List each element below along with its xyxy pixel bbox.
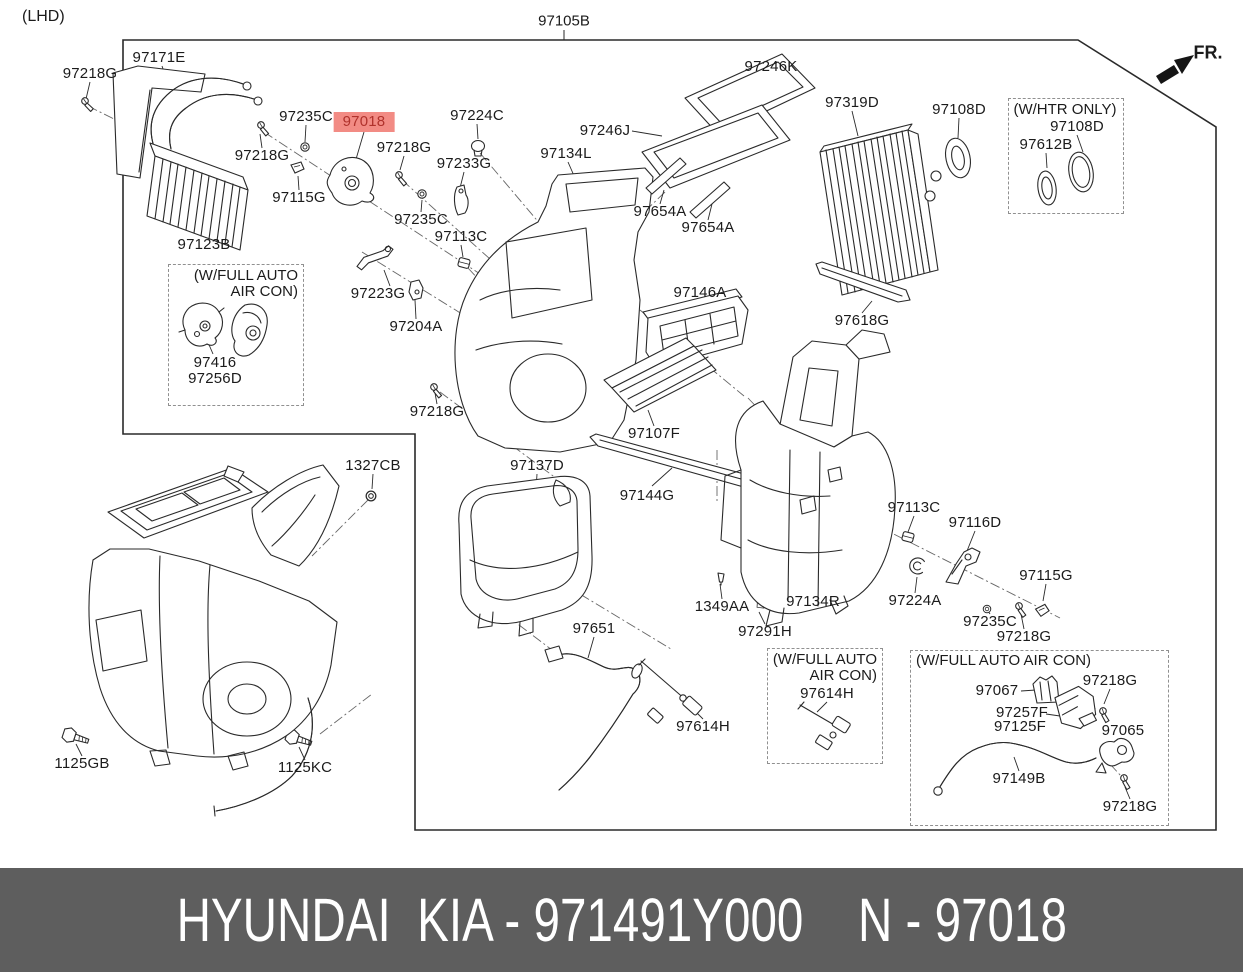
ring-97224A <box>908 556 926 575</box>
part-label: 1125GB <box>54 755 110 772</box>
banner-right-text: N - 97018 <box>857 886 1067 954</box>
footer-banner <box>0 868 1243 972</box>
part-label: 97224A <box>888 592 942 609</box>
grommet-97108D <box>942 136 974 180</box>
part-label: 97116D <box>948 514 1002 531</box>
part-label: 97291H <box>738 623 792 640</box>
full-auto-box-wide-title: (W/FULL AUTO AIR CON) <box>916 652 1092 669</box>
part-label: 97246J <box>579 122 631 139</box>
banner-left-text: HYUNDAI KIA - 971491Y000 <box>176 886 804 954</box>
part-label: 97256D <box>188 370 242 387</box>
clip-icon <box>1035 604 1050 617</box>
drain-hose-97651 <box>545 646 644 790</box>
part-label: 97107F <box>627 425 681 442</box>
part-label: 97614H <box>676 718 730 735</box>
part-label: 97134L <box>540 145 592 162</box>
part-label: 97614H <box>800 685 854 702</box>
part-label: 97224C <box>450 107 504 124</box>
part-label: 97218G <box>1082 672 1138 689</box>
part-label: 97654A <box>633 203 687 220</box>
heater-core-97123B <box>147 143 248 250</box>
nut-icon <box>366 491 376 501</box>
case-left-97134L <box>455 168 653 452</box>
grommet-97224C <box>472 141 485 157</box>
screw-icon <box>80 97 95 112</box>
part-label: 97204A <box>389 318 443 335</box>
fr-arrow-icon <box>1156 55 1194 84</box>
part-label: 97218G <box>62 65 118 82</box>
fr-direction-label: FR. <box>1193 42 1223 63</box>
part-label: 97218G <box>996 628 1052 645</box>
part-label: 97235C <box>394 211 448 228</box>
footer-banner-text <box>176 885 1066 955</box>
part-label: 97233G <box>436 155 492 172</box>
part-label: 97125F <box>993 718 1047 735</box>
nut-icon <box>418 190 426 198</box>
part-label: 97144G <box>619 487 675 504</box>
part-label: 97319D <box>825 94 879 111</box>
part-label: 97113C <box>434 228 488 245</box>
lever-97233G <box>454 185 468 215</box>
part-label: 97146A <box>673 284 727 301</box>
assembly-number-label: 97105B <box>538 12 590 30</box>
nut-icon <box>301 143 309 151</box>
bolt-icon <box>61 726 90 748</box>
part-label: 97065 <box>1101 722 1145 739</box>
part-label: 97108D <box>1050 118 1104 135</box>
part-label: 97067 <box>975 682 1019 699</box>
part-label: 97218G <box>234 147 290 164</box>
part-label: 97218G <box>376 139 432 156</box>
part-label: 97618G <box>834 312 890 329</box>
part-label: 97115G <box>1019 567 1073 584</box>
clip-97204A <box>409 280 423 300</box>
part-label: 97612B <box>1019 136 1073 153</box>
part-label: 97123B <box>177 236 231 253</box>
lower-case-97137D <box>459 476 592 636</box>
part-label: 97235C <box>279 108 333 125</box>
case-right-97134R <box>721 330 895 626</box>
part-label: 97134R <box>786 593 840 610</box>
nut-icon <box>902 531 915 543</box>
part-label: 1349AA <box>694 598 750 615</box>
screw-icon <box>428 383 444 398</box>
htr-only-box-title: (W/HTR ONLY) <box>1013 101 1117 118</box>
part-label: 97223G <box>350 285 406 302</box>
pin-1349AA <box>718 573 724 585</box>
nut-icon <box>983 605 991 613</box>
part-label: 97218G <box>1102 798 1158 815</box>
lhd-note: (LHD) <box>22 8 65 25</box>
part-label-highlighted: 97018 <box>334 112 395 132</box>
part-label: 97416 <box>193 354 237 371</box>
part-label: 97113C <box>887 499 941 516</box>
part-label: 97651 <box>572 620 616 637</box>
part-label: 97149B <box>992 770 1046 787</box>
full-auto-box-2-title: (W/FULL AUTO AIR CON) <box>772 651 877 684</box>
lever-97223G <box>355 245 395 270</box>
part-label: 1327CB <box>345 457 401 474</box>
part-label: 97654A <box>681 219 735 236</box>
part-label: 97115G <box>272 189 326 206</box>
bracket-97116D <box>946 548 980 584</box>
part-label: 1125KC <box>277 759 333 776</box>
part-label: 97235C <box>963 613 1017 630</box>
sensor-97614H <box>639 659 703 724</box>
part-label: 97246K <box>744 58 798 75</box>
part-label: 97218G <box>409 403 465 420</box>
nut-icon <box>458 257 471 269</box>
part-label: 97257F <box>995 704 1049 721</box>
full-auto-box-1-title: (W/FULL AUTO AIR CON) <box>193 267 298 300</box>
part-label: 97108D <box>932 101 986 118</box>
part-label: 97171E <box>132 49 186 66</box>
clip-icon <box>291 162 304 173</box>
screw-icon <box>255 121 271 136</box>
part-label: 97137D <box>510 457 564 474</box>
cam-97018 <box>327 157 373 205</box>
